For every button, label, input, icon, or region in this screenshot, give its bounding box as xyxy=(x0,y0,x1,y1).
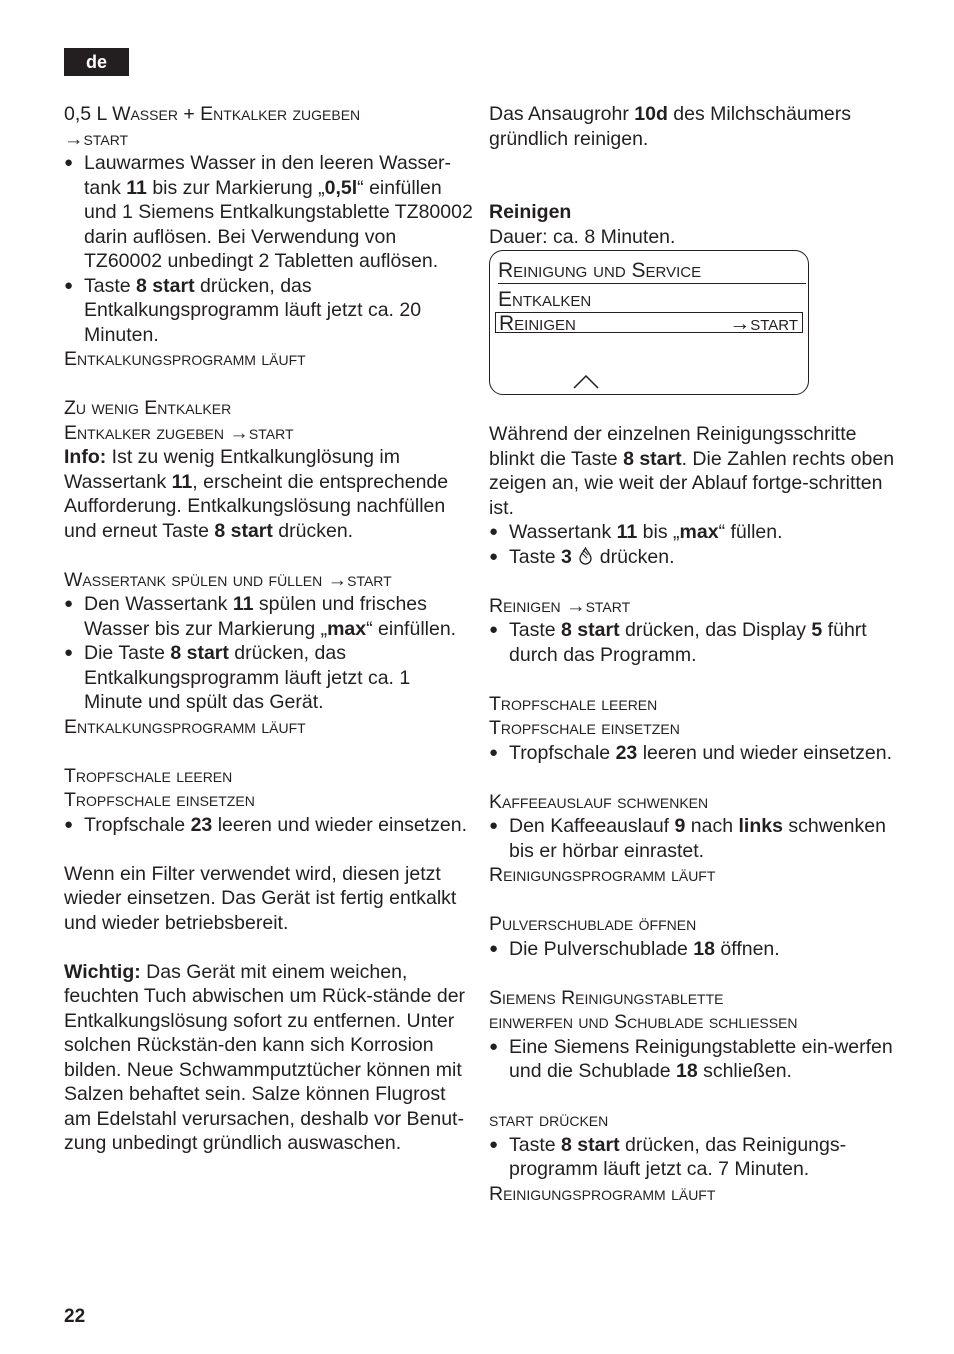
display-item-action: →start xyxy=(729,312,798,335)
bullet-list xyxy=(489,937,899,962)
left-column xyxy=(64,102,474,1156)
filter-paragraph: Wenn ein Filter verwendet wird, diesen jetzt wieder einsetzen. Das Gerät ist fertig entkalkt und wieder betriebsbereit. xyxy=(64,862,457,934)
text: Während der einzelnen Reinigungsschritte blinkt die Taste xyxy=(489,423,857,470)
important-label: Wichtig: xyxy=(64,960,141,983)
duration-text: Dauer: ca. 8 Minuten. xyxy=(489,225,676,248)
list-item xyxy=(489,1035,899,1084)
text: Das Ansaugrohr xyxy=(489,103,635,125)
section-title: Reinigen xyxy=(489,201,572,223)
ref-number: 8 start xyxy=(561,1133,620,1156)
ref-number: 23 xyxy=(190,813,213,836)
bullet-list xyxy=(64,151,474,347)
info-label: Info: xyxy=(64,446,107,468)
ref-number: 5 xyxy=(811,619,823,641)
text: Taste xyxy=(509,619,562,641)
important-paragraph xyxy=(64,960,474,1156)
text: schwenken bis er hörbar einrastet. xyxy=(509,815,886,862)
text: drücken, das Entkalkungsprogramm läuft jetzt ca. 1 Minute und spült das Gerät. xyxy=(84,642,411,713)
text: bis zur Markierung „ xyxy=(146,176,325,199)
bullet-list xyxy=(64,592,474,715)
ref-number: 11 xyxy=(126,176,147,199)
caret-up-icon xyxy=(573,375,599,389)
ref-number: 11 xyxy=(232,593,254,615)
display-menu-item: Entkalken xyxy=(498,288,592,311)
step-heading: Pulverschublade öffnen xyxy=(489,913,697,935)
text: “ einfüllen und 1 Siemens Entkalkungstablette TZ80002 darin auflösen. Bei Verwendung von TZ60002 unbedingt 2 Tabletten auflösen. xyxy=(84,176,473,272)
text: schließen. xyxy=(697,1060,792,1082)
ref-number: 8 start xyxy=(170,642,229,664)
paragraph xyxy=(489,422,899,520)
list-item xyxy=(64,641,474,715)
ref-number: 23 xyxy=(615,741,638,764)
text: drücken, das Entkalkungsprogramm läuft jetzt ca. 20 Minuten. xyxy=(84,274,422,346)
text: Taste xyxy=(509,1133,562,1156)
ref-number: 11 xyxy=(616,521,638,543)
step-heading: →start xyxy=(64,127,129,150)
list-item xyxy=(489,741,899,766)
text: drücken. xyxy=(272,519,354,542)
status-line: Reinigungsprogramm läuft xyxy=(489,864,716,886)
ref-number: 11 xyxy=(171,470,193,493)
display-item-label: Reinigen xyxy=(499,312,576,335)
right-column xyxy=(489,102,899,1206)
bullet-list xyxy=(489,1133,899,1182)
text: Die Taste xyxy=(84,642,171,664)
info-paragraph xyxy=(64,445,474,543)
ref-mark: max xyxy=(679,521,719,543)
bullet-list xyxy=(489,618,899,667)
emphasis: links xyxy=(738,815,783,837)
page-number: 22 xyxy=(64,1306,86,1327)
text: Die Pulverschublade xyxy=(509,937,694,960)
bullet-list xyxy=(489,741,899,766)
bullet-list xyxy=(64,813,474,838)
list-item xyxy=(64,813,474,838)
text: Taste xyxy=(84,274,137,297)
text: Ist zu wenig Entkalkunglösung im Wassertank xyxy=(64,446,400,493)
text: , erscheint die entsprechende Aufforderung. Entkalkungslösung nachfüllen und erneut Taste xyxy=(64,470,449,542)
list-item xyxy=(489,814,899,863)
ref-mark: 0,5l xyxy=(324,176,358,199)
text: bis „ xyxy=(637,521,680,543)
status-line: Entkalkungsprogramm läuft xyxy=(64,715,306,738)
paragraph xyxy=(489,102,899,151)
text: führt durch das Programm. xyxy=(509,619,867,666)
text: . Die Zahlen rechts oben zeigen an, wie weit der Ablauf fortge-schritten ist. xyxy=(489,447,895,519)
step-heading: Zu wenig Entkalker xyxy=(64,397,232,419)
list-item xyxy=(64,592,474,641)
step-heading: 0,5 L Wasser + Entkalker zugeben xyxy=(64,103,361,125)
step-heading: Wassertank spülen und füllen →start xyxy=(64,568,392,591)
text: nach xyxy=(685,815,739,837)
ref-number: 8 start xyxy=(561,619,620,641)
bullet-list xyxy=(489,1035,899,1084)
bullet-list xyxy=(489,814,899,863)
text: drücken, das Reinigungs-programm läuft jetzt ca. 7 Minuten. xyxy=(509,1133,847,1180)
step-heading: Kaffeeauslauf schwenken xyxy=(489,790,709,813)
status-line: Entkalkungsprogramm läuft xyxy=(64,348,306,370)
ref-mark: max xyxy=(327,617,367,640)
text: Lauwarmes Wasser in den leeren Wasser-tank xyxy=(84,152,452,199)
step-heading: Tropfschale leeren xyxy=(64,764,233,787)
text: Den Kaffeeauslauf xyxy=(509,815,675,837)
step-heading: Reinigen →start xyxy=(489,594,631,617)
step-heading: einwerfen und Schublade schliessen xyxy=(489,1011,798,1033)
ref-number: 18 xyxy=(693,937,715,960)
list-item xyxy=(489,937,899,962)
text: Das Gerät mit einem weichen, feuchten Tuch abwischen um Rück-stände der Entkalkungslösung sofort zu entfernen. Unter solchen Rückstän-den kann sich Korrosion bilden. Neue Schwammputztücher können mit Salzen behaftet sein. Salze können Flugrost am Edelstahl verursachen, deshalb vor Benut-zung unbedingt gründlich auswaschen. xyxy=(64,960,466,1154)
step-heading: Tropfschale einsetzen xyxy=(64,789,255,811)
text: Wassertank xyxy=(509,521,617,543)
list-item xyxy=(489,1133,899,1182)
text: Tropfschale xyxy=(84,813,191,836)
ref-number: 8 start xyxy=(214,519,273,542)
text: “ füllen. xyxy=(718,521,783,543)
steam-clean-icon xyxy=(577,547,594,565)
list-item xyxy=(489,520,899,545)
text: drücken, das Display xyxy=(619,619,812,641)
ref-number: 8 start xyxy=(623,447,682,470)
text: Tropfschale xyxy=(509,741,616,764)
bullet-list xyxy=(489,520,899,569)
list-item xyxy=(489,545,899,570)
list-item xyxy=(64,151,474,274)
text: Eine Siemens Reinigungstablette ein-werfen und die Schublade xyxy=(509,1035,893,1082)
step-heading: start drücken xyxy=(489,1109,609,1131)
ref-number: 10d xyxy=(634,103,668,125)
text: Den Wassertank xyxy=(84,593,233,615)
ref-number: 3 xyxy=(561,545,572,568)
text: des Milchschäumers gründlich reinigen. xyxy=(489,103,852,150)
ref-number: 18 xyxy=(675,1060,698,1082)
step-heading: Siemens Reinigungstablette xyxy=(489,986,724,1009)
text: spülen und frisches Wasser bis zur Markierung „ xyxy=(84,593,427,640)
language-badge: de xyxy=(64,48,129,76)
display-title: Reinigung und Service xyxy=(498,258,806,284)
ref-number: 8 start xyxy=(136,274,195,297)
text: öffnen. xyxy=(714,937,780,960)
text: leeren und wieder einsetzen. xyxy=(212,813,468,836)
display-menu-item-selected xyxy=(495,312,803,333)
step-heading: Tropfschale leeren xyxy=(489,692,658,715)
display-panel xyxy=(489,250,809,395)
step-heading: Tropfschale einsetzen xyxy=(489,717,680,739)
text: drücken. xyxy=(594,545,675,568)
list-item xyxy=(489,618,899,667)
status-line: Reinigungsprogramm läuft xyxy=(489,1182,716,1205)
list-item xyxy=(64,274,474,348)
text: Taste xyxy=(509,545,562,568)
step-heading: Entkalker zugeben →start xyxy=(64,421,294,444)
ref-number: 9 xyxy=(674,815,686,837)
text: leeren und wieder einsetzen. xyxy=(637,741,893,764)
text: “ einfüllen. xyxy=(366,617,457,640)
